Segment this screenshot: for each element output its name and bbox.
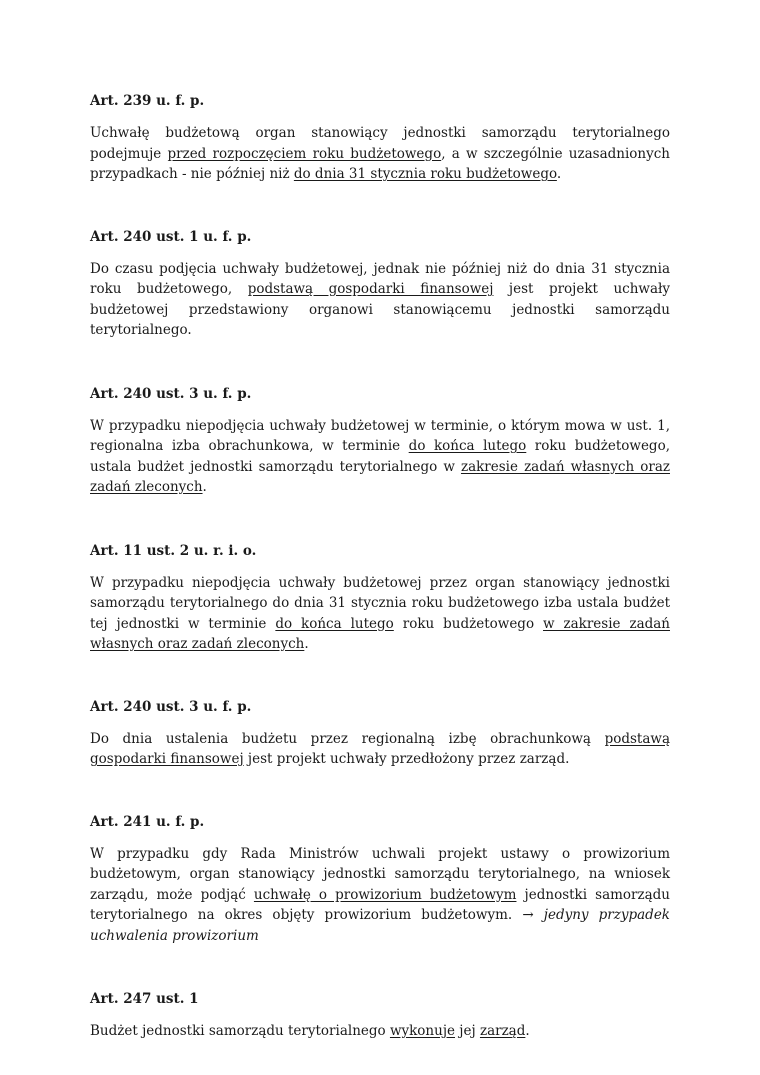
article-5 xyxy=(90,698,670,770)
underlined-phrase: przed rozpoczęciem roku budżetowego xyxy=(167,145,442,162)
article-text xyxy=(90,416,670,498)
text-segment: Uchwałę budżetową organ stanowiący jednostki samorządu terytorialnego podejmuje xyxy=(90,125,670,162)
text-segment: jest projekt uchwały przedłożony przez zarząd. xyxy=(243,751,570,767)
text-segment: W przypadku niepodjęcia uchwały budżetowej przez organ stanowiący jednostki samorządu terytorialnego do dnia 31 stycznia roku budżetowego izba ustala budżet tej jednostki w terminie xyxy=(90,574,670,632)
underlined-phrase: wykonuje xyxy=(389,1023,455,1039)
text-segment: roku budżetowego, ustala budżet jednostki samorządu terytorialnego w xyxy=(90,438,670,475)
text-segment: , a w szczególnie uzasadnionych przypadkach - nie później niż xyxy=(90,145,670,182)
article-heading: Art. 239 u. f. p. xyxy=(90,93,205,109)
text-segment: W przypadku niepodjęcia uchwały budżetowej w terminie, o którym mowa w ust. 1, regionalna izba obrachunkowa, w terminie xyxy=(90,417,670,454)
article-heading: Art. 247 ust. 1 xyxy=(90,991,199,1007)
underlined-phrase: do końca lutego xyxy=(408,438,527,454)
article-text xyxy=(90,573,670,655)
text-segment: jej xyxy=(455,1023,480,1039)
article-heading: Art. 240 ust. 3 u. f. p. xyxy=(90,385,252,402)
text-segment: . xyxy=(525,1023,530,1039)
article-text xyxy=(90,729,670,770)
article-text xyxy=(90,259,670,341)
article-4 xyxy=(90,542,670,655)
text-segment: . xyxy=(304,636,309,652)
text-segment: Budżet jednostki samorządu terytorialnego xyxy=(90,1023,390,1039)
article-2 xyxy=(90,228,670,341)
italic-note: → jedyny przypadek uchwalenia prowizorium xyxy=(90,907,670,944)
document-page xyxy=(90,92,670,1042)
text-segment: jednostki samorządu terytorialnego na okres objęty prowizorium budżetowym. xyxy=(90,886,670,923)
text-segment: jest projekt uchwały budżetowej przedstawiony organowi stanowiącemu jednostki samorządu terytorialnego. xyxy=(90,281,671,338)
underlined-phrase: podstawą gospodarki finansowej xyxy=(247,281,494,297)
text-segment: Do dnia ustalenia budżetu przez regionalną izbę obrachunkową xyxy=(90,730,605,747)
article-heading: Art. 11 ust. 2 u. r. i. o. xyxy=(90,542,257,559)
article-text xyxy=(90,844,670,947)
article-heading: Art. 241 u. f. p. xyxy=(90,813,205,830)
text-segment: Do czasu podjęcia uchwały budżetowej, jednak nie później niż do dnia 31 stycznia roku budżetowego, xyxy=(90,260,670,297)
article-1 xyxy=(90,92,670,185)
article-heading: Art. 240 ust. 1 u. f. p. xyxy=(90,228,252,245)
underlined-phrase: zakresie zadań własnych oraz zadań zleconych xyxy=(90,458,670,495)
article-7 xyxy=(90,990,670,1042)
underlined-phrase: do końca lutego xyxy=(275,615,394,632)
article-text xyxy=(90,1021,670,1042)
article-heading: Art. 240 ust. 3 u. f. p. xyxy=(90,698,252,715)
text-segment: . xyxy=(556,166,562,182)
underlined-phrase: w zakresie zadań własnych oraz zadań zleconych xyxy=(90,615,670,652)
text-segment: roku budżetowego xyxy=(393,615,544,632)
article-6 xyxy=(90,813,670,947)
underlined-phrase: podstawą gospodarki finansowej xyxy=(90,730,670,767)
article-text xyxy=(90,123,670,185)
underlined-phrase: zarząd xyxy=(479,1023,526,1039)
underlined-phrase: do dnia 31 stycznia roku budżetowego xyxy=(293,166,557,182)
article-3 xyxy=(90,385,670,498)
underlined-phrase: uchwałę o prowizorium budżetowym xyxy=(253,886,517,903)
text-segment: . xyxy=(202,479,207,495)
text-segment: W przypadku gdy Rada Ministrów uchwali projekt ustawy o prowizorium budżetowym, organ stanowiący jednostki samorządu terytorialnego, na wniosek zarządu, może podjąć xyxy=(90,845,670,903)
